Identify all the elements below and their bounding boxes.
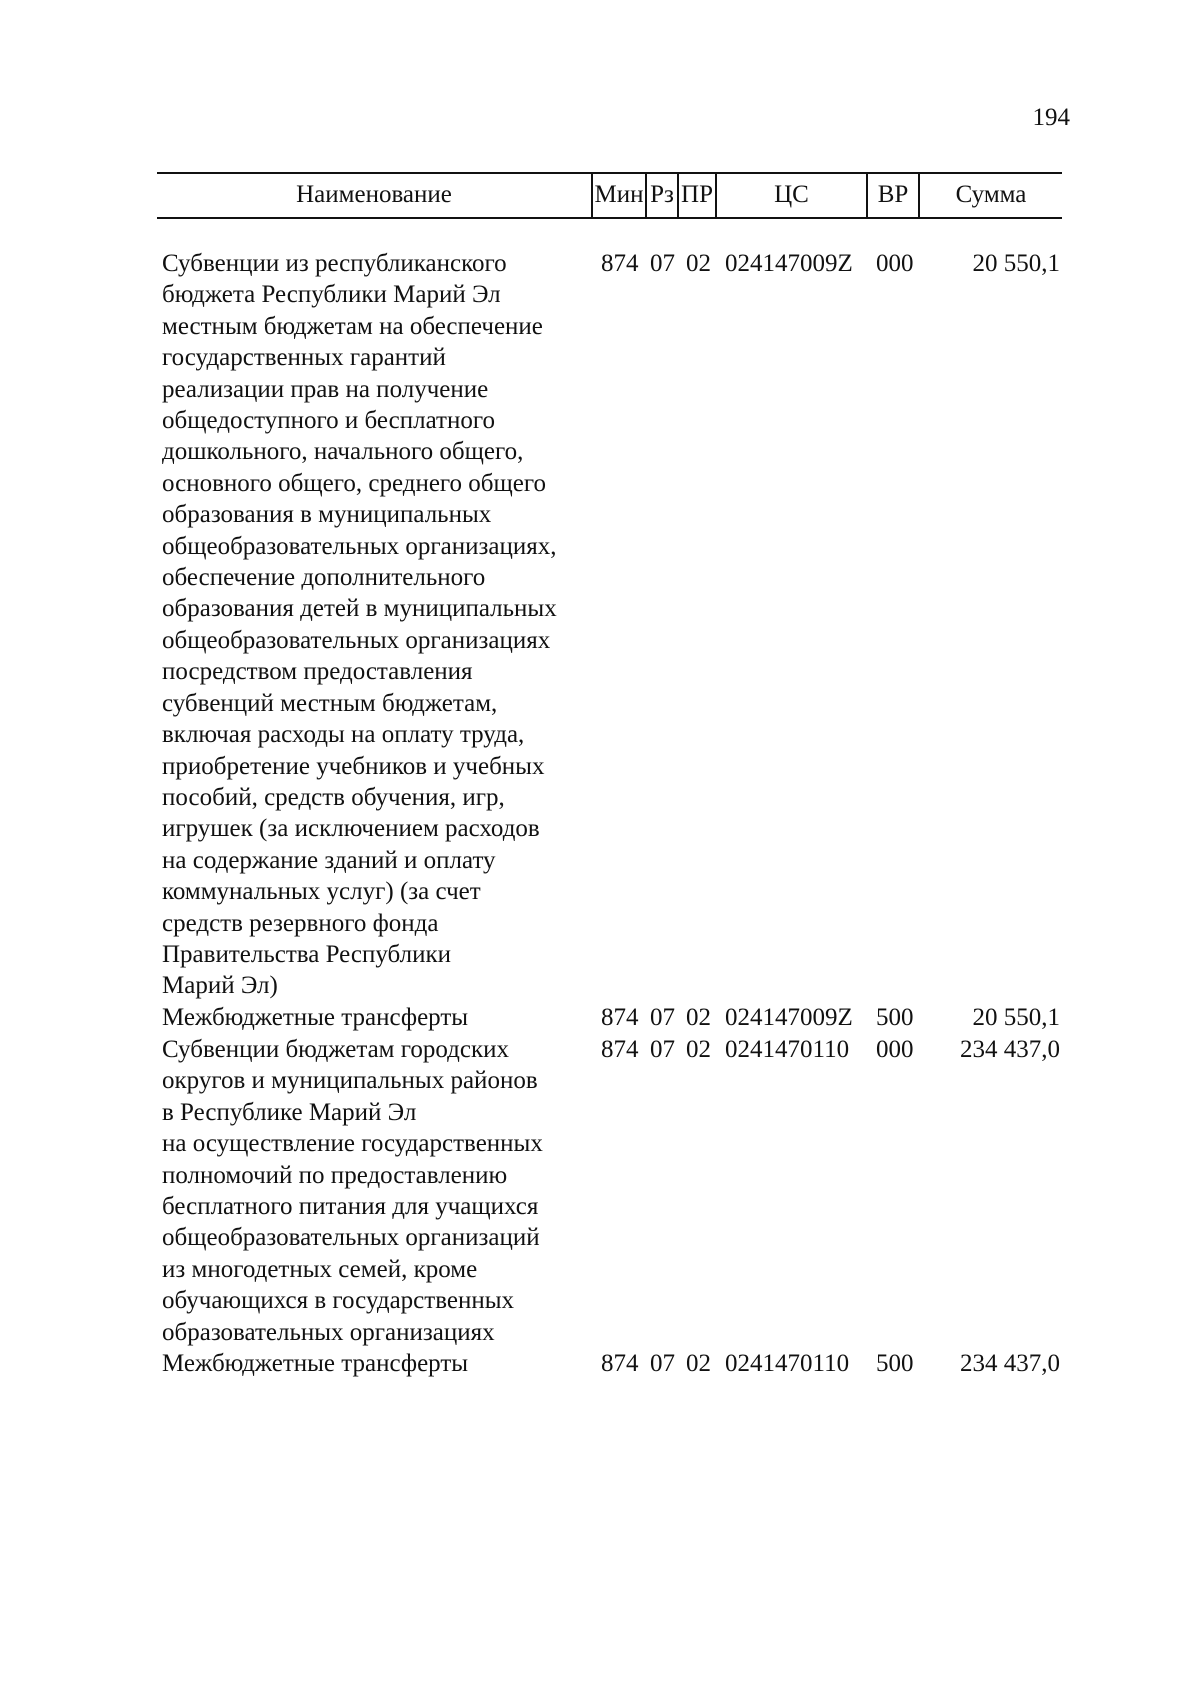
row-min: 874 [601, 1036, 639, 1063]
row-name: Межбюджетные трансферты [162, 1350, 469, 1377]
row-rz: 07 [650, 1036, 675, 1063]
row-min: 874 [601, 1350, 639, 1377]
row-min: 874 [601, 1004, 639, 1031]
row-pr: 02 [686, 1350, 711, 1377]
row-name: Межбюджетные трансферты [162, 1004, 469, 1031]
table-header-bottom-rule [157, 217, 1062, 219]
row-sum: 234 437,0 [960, 1036, 1060, 1063]
row-vr: 500 [876, 1004, 914, 1031]
header-name: Наименование [296, 181, 452, 208]
row-sum: 20 550,1 [972, 250, 1060, 277]
row-cs: 024147009Z [725, 250, 853, 277]
row-vr: 500 [876, 1350, 914, 1377]
row-sum: 20 550,1 [972, 1004, 1060, 1031]
row-rz: 07 [650, 250, 675, 277]
row-rz: 07 [650, 1350, 675, 1377]
row-cs: 0241470110 [725, 1350, 850, 1377]
header-sum: Сумма [955, 181, 1027, 208]
row-vr: 000 [876, 250, 914, 277]
row-pr: 02 [686, 1004, 711, 1031]
row-cs: 024147009Z [725, 1004, 853, 1031]
header-rz: Рз [650, 181, 674, 208]
header-min: Мин [594, 181, 644, 208]
row-sum: 234 437,0 [960, 1350, 1060, 1377]
page-number: 194 [1032, 104, 1070, 131]
header-cs: ЦС [774, 181, 809, 208]
row-cs: 0241470110 [725, 1036, 850, 1063]
header-pr: ПР [681, 181, 713, 208]
row-pr: 02 [686, 250, 711, 277]
row-name: Субвенции бюджетам городских округов и муниципальных районов в Республике Марий Эл на осуществление государственных полномочий по предоставлению бесплатного питания для учащихся общеобразовательных организаций из многодетных семей, кроме обучающихся в государственных образовательных организациях [162, 1036, 543, 1346]
row-min: 874 [601, 250, 639, 277]
row-vr: 000 [876, 1036, 914, 1063]
row-pr: 02 [686, 1036, 711, 1063]
header-vr: ВР [877, 181, 909, 208]
row-rz: 07 [650, 1004, 675, 1031]
row-name: Субвенции из республиканского бюджета Республики Марий Эл местным бюджетам на обеспечение государственных гарантий реализации прав на получение общедоступного и бесплатного дошкольного, начального общего, основного общего, среднего общего образования в муниципальных общеобразовательных организациях, обеспечение дополнительного образования детей в муниципальных общеобразовательных организациях посредством предоставления субвенций местным бюджетам, включая расходы на оплату труда, приобретение учебников и учебных пособий, средств обучения, игр, игрушек (за исключением расходов на содержание зданий и оплату коммунальных услуг) (за счет средств резервного фонда Правительства Республики Марий Эл) [162, 250, 557, 1000]
